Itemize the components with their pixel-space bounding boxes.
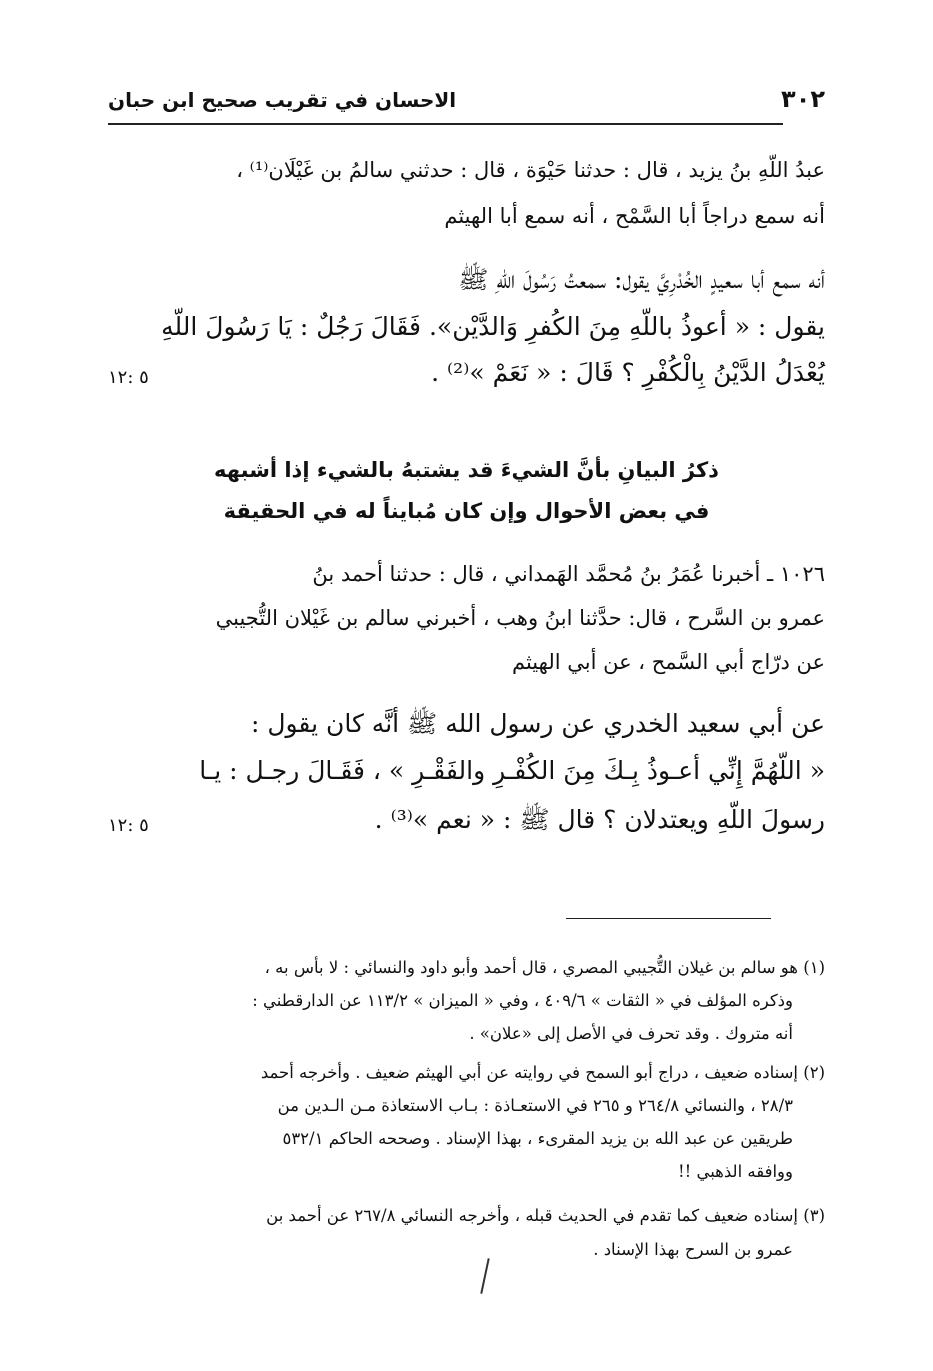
- hadith-text-line: يُعْدَلُ الدَّيْنُ بِالْكُفْرِ ؟ قَالَ : « نَعَمْ »⁽²⁾ .: [431, 358, 825, 387]
- hadith-text-line: عن أبي سعيد الخدري عن رسول الله ﷺ أنَّه كان يقول :: [250, 709, 825, 738]
- hadith-text-line: يقول : « أعوذُ باللّهِ مِنَ الكُفرِ وَالدَّيْن». فَقَالَ رَجُلٌ : يَا رَسُولَ اللّهِ: [161, 312, 825, 341]
- footnote-line: طريقين عن عبد الله بن يزيد المقرىء ، بهذا الإسناد . وصححه الحاكم ٥٣٢/١: [282, 1129, 793, 1148]
- hadith-text-line: « اللّهُمَّ إِنِّي أعـوذُ بِـكَ مِنَ الكُفْـرِ والفَقْـرِ » ، فَقَـالَ رجـل : يـا: [199, 756, 825, 785]
- footnote-line: عمرو بن السرح بهذا الإسناد .: [593, 1240, 793, 1259]
- isnad-line: عن درّاج أبي السَّمح ، عن أبي الهيثم: [511, 650, 825, 674]
- footnote-line: ووافقه الذهبي !!: [677, 1162, 793, 1181]
- footnote-separator: [566, 918, 771, 919]
- isnad-line: عبدُ اللّهِ بنُ يزيد ، قال : حدثنا حَيْوَة ، قال : حدثني سالمُ بن غَيْلَان⁽¹⁾ ،: [236, 158, 825, 182]
- hadith-text-line: أنه سمع أبا سعيدٍ الخُدْرِيَّ يقول: سمعتُ رَسُولَ اللّهِ ﷺ: [458, 265, 825, 294]
- page-number: ٣٠٢: [781, 85, 825, 113]
- running-book-title: الاحسان في تقريب صحيح ابن حبان: [108, 88, 457, 112]
- pen-stroke: [480, 1258, 489, 1294]
- footnote-line: (٢) إسناده ضعيف ، دراج أبو السمح في روايته عن أبي الهيثم ضعيف . وأخرجه أحمد: [260, 1063, 825, 1082]
- hadith-text-line: رسولَ اللّهِ ويعتدلان ؟ قال ﷺ : « نعم »⁽³⁾ .: [374, 805, 825, 834]
- footnote-line: ٢٨/٣ ، والنسائي ٢٦٤/٨ و ٢٦٥ في الاستعـاذة : بـاب الاستعاذة مـن الـدين من: [277, 1096, 793, 1115]
- isnad-line: عمرو بن السَّرح ، قال: حدَّثنا ابنُ وهب ، أخبرني سالم بن غَيْلان التُّجيبي: [215, 606, 825, 630]
- footnote-line: أنه متروك . وقد تحرف في الأصل إلى «علان» .: [469, 1024, 793, 1043]
- chapter-heading-line: ذكرُ البيانِ بأنَّ الشيءَ قد يشتبهُ بالشيء إذا أشبهه: [214, 458, 719, 482]
- chapter-heading-line: في بعض الأحوال وإن كان مُبايناً له في الحقيقة: [223, 499, 710, 523]
- footnote-line: وذكره المؤلف في « الثقات » ٤٠٩/٦ ، وفي « الميزان » ١١٣/٢ عن الدارقطني :: [252, 991, 793, 1010]
- isnad-line: أنه سمع دراجاً أبا السَّمْح ، أنه سمع أبا الهيثم: [444, 204, 825, 228]
- footnote-line: (١) هو سالم بن غيلان التُّجيبي المصري ، قال أحمد وأبو داود والنسائي : لا بأس به ،: [264, 958, 825, 977]
- header-rule: [108, 123, 783, 125]
- footnote-line: (٣) إسناده ضعيف كما تقدم في الحديث قبله ، وأخرجه النسائي ٢٦٧/٨ عن أحمد بن: [266, 1206, 825, 1225]
- cross-reference: ٥ :١٢: [108, 367, 149, 388]
- isnad-line: ١٠٢٦ ـ أخبرنا عُمَرُ بنُ مُحمَّد الهَمداني ، قال : حدثنا أحمد بنُ: [312, 562, 825, 586]
- cross-reference: ٥ :١٢: [108, 815, 149, 836]
